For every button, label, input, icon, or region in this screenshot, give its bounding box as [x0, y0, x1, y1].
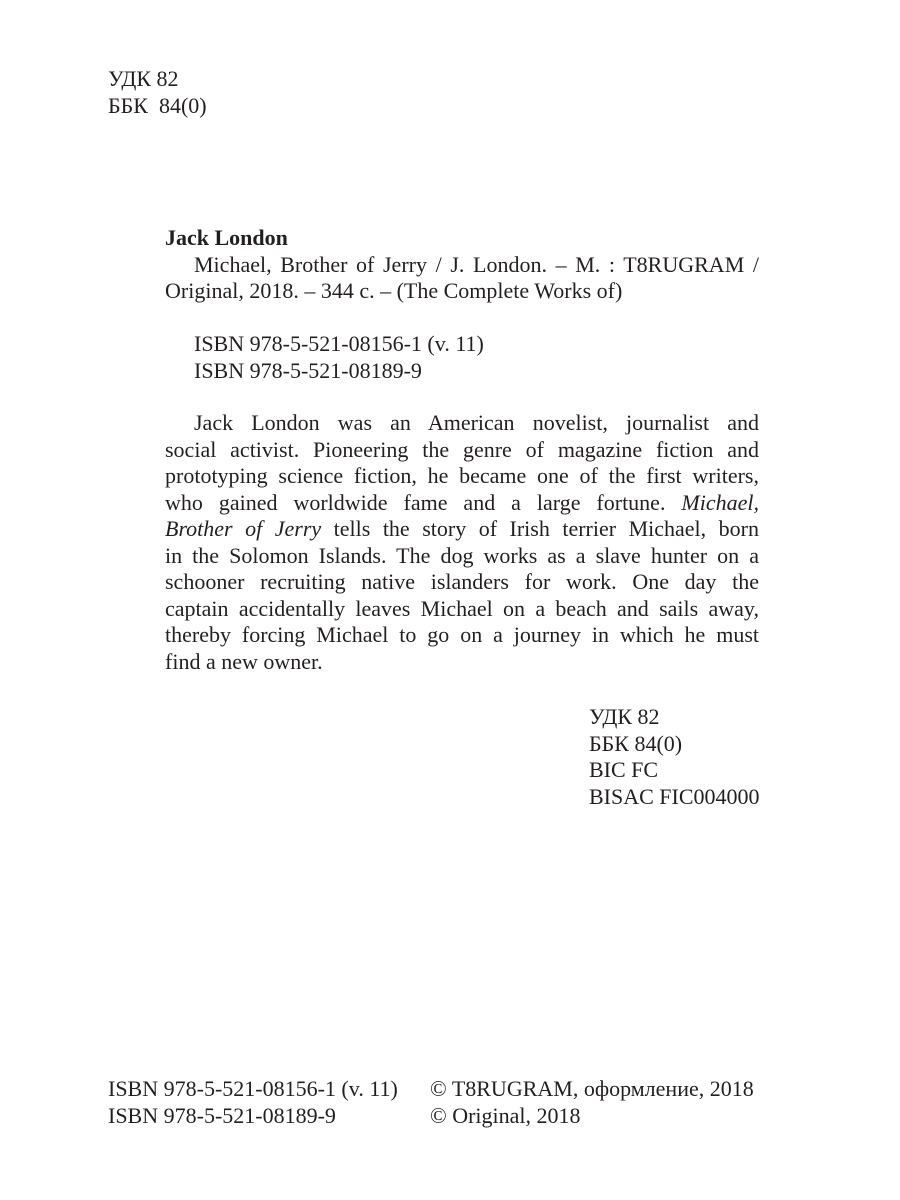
- top-classification-codes: [108, 66, 207, 119]
- isbn-volume: ISBN 978-5-521-08156-1 (v. 11): [194, 331, 484, 356]
- book-title-italic: Brother of Jerry: [165, 516, 322, 541]
- isbn-series: ISBN 978-5-521-08189-9: [194, 357, 422, 383]
- bbk-code: ББК 84(0): [589, 730, 683, 756]
- annotation-line: find a new owner.: [165, 648, 323, 674]
- copyright-publisher: © T8RUGRAM, оформление, 2018: [430, 1076, 754, 1101]
- footer-isbn-list: [108, 1076, 398, 1129]
- annotation-line: prototyping science fiction, he became one of the first writers,: [165, 463, 759, 488]
- classification-codes: [589, 704, 760, 810]
- footer-isbn-series: ISBN 978-5-521-08189-9: [108, 1102, 336, 1128]
- bibliographic-line-1: Michael, Brother of Jerry / J. London. – M. : T8RUGRAM /: [194, 251, 759, 277]
- footer-copyright-list: [430, 1076, 754, 1129]
- annotation-text: tells the story of Irish terrier Michael, born: [333, 516, 759, 541]
- annotation-line: [165, 516, 759, 543]
- author-heading: Jack London: [165, 225, 288, 250]
- udk-code: УДК 82: [589, 704, 660, 729]
- bibliographic-record: [165, 225, 759, 305]
- bic-code: BIC FC: [589, 757, 659, 782]
- isbn-list: [194, 331, 484, 384]
- copyright-original: © Original, 2018: [430, 1102, 581, 1128]
- annotation-line: [165, 490, 759, 517]
- annotation-paragraph: [165, 410, 759, 675]
- bbk-code: ББК 84(0): [108, 92, 207, 118]
- bisac-code: BISAC FIC004000: [589, 783, 760, 809]
- annotation-line: thereby forcing Michael to go on a journey in which he must: [165, 622, 759, 647]
- annotation-line: in the Solomon Islands. The dog works as a slave hunter on a: [165, 542, 759, 568]
- annotation-line: captain accidentally leaves Michael on a beach and sails away,: [165, 595, 759, 621]
- annotation-text: who gained worldwide fame and a large fortune.: [165, 489, 666, 515]
- annotation-line: social activist. Pioneering the genre of magazine fiction and: [165, 436, 759, 462]
- bibliographic-line-2: Original, 2018. – 344 c. – (The Complete Works of): [165, 278, 623, 303]
- annotation-line: schooner recruiting native islanders for work. One day the: [165, 569, 759, 594]
- footer-isbn-volume: ISBN 978-5-521-08156-1 (v. 11): [108, 1076, 398, 1101]
- book-title-italic: Michael,: [681, 489, 760, 515]
- annotation-line: Jack London was an American novelist, journalist and: [194, 410, 759, 435]
- udk-code: УДК 82: [108, 66, 179, 91]
